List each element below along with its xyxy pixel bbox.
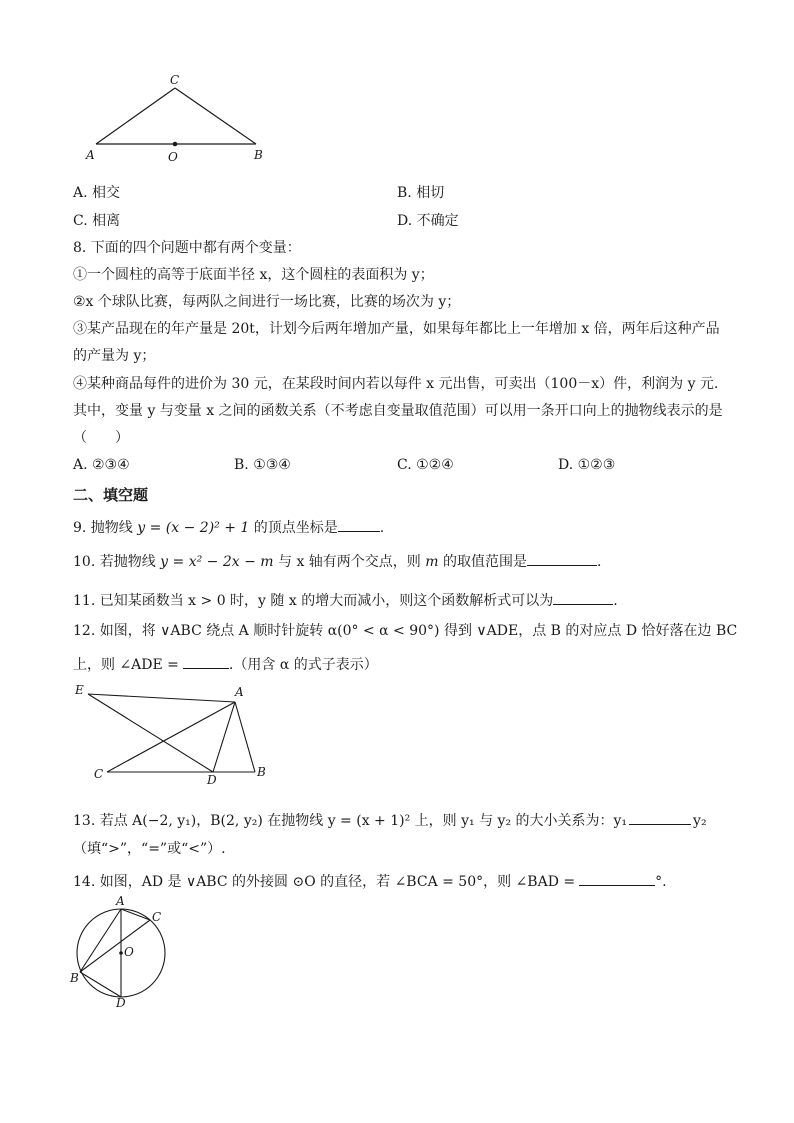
q10-var: m [425, 554, 439, 570]
label-o: O [168, 150, 178, 164]
q10-expr: y = x² − 2x − m [160, 554, 274, 570]
section-title-fill-blank: 二、填空题 [73, 486, 149, 504]
q11 [73, 590, 618, 610]
label-a: A [86, 148, 95, 162]
label-b: B [70, 971, 79, 985]
q8-item-1: ①一个圆柱的高等于底面半径 x，这个圆柱的表面积为 y； [73, 267, 434, 283]
q9-end: . [379, 520, 385, 536]
q12-line2-pre: 上，则 ∠ADE = [73, 657, 179, 673]
q13-answer-blank[interactable] [629, 810, 691, 825]
chord-ab [80, 909, 121, 972]
q14-pre: 14. 如图，AD 是 ∨ABC 的外接圆 ⊙O 的直径，若 ∠BCA = 50°，则 ∠BAD = [73, 874, 576, 890]
q13-line1-pre: 13. 若点 A(−2, y₁)，B(2, y₂) 在抛物线 y = (x + 1)² 上，则 y₁ 与 y₂ 的大小关系为：y₁ [73, 813, 628, 829]
q8-stem: 8. 下面的四个问题中都有两个变量： [73, 240, 301, 256]
label-e: E [75, 683, 84, 697]
segment-ed [88, 694, 213, 772]
label-c: C [170, 73, 180, 87]
q10 [73, 551, 601, 571]
chord-bd [80, 972, 121, 997]
q11-text: 11. 已知某函数当 x > 0 时，y 随 x 的增大而减小，则这个函数解析式可以为 [73, 593, 554, 609]
q9-expr: y = (x − 2)² + 1 [137, 520, 250, 536]
q13-line-1 [73, 810, 707, 830]
q8-item-3a: ③某产品现在的年产量是 20t，计划今后两年增加产量，如果每年都比上一年增加 x 倍，两年后这种产品 [73, 321, 720, 337]
q8-item-3b: 的产量为 y； [73, 348, 156, 364]
q14-answer-blank[interactable] [579, 871, 655, 886]
q9-answer-blank[interactable] [338, 517, 380, 532]
q10-post: 与 x 轴有两个交点，则 [273, 554, 426, 570]
label-a: A [235, 685, 244, 699]
label-a: A [116, 894, 125, 908]
side-cb [175, 88, 256, 144]
q8-paren: （ ） [73, 430, 129, 446]
q8-item-2: ②x 个球队比赛，每两队之间进行一场比赛，比赛的场次为 y； [73, 294, 461, 310]
q9-pre: 9. 抛物线 [73, 520, 138, 536]
q11-answer-blank[interactable] [553, 590, 613, 605]
figure-q7-triangle [80, 72, 280, 162]
segment-ab [235, 702, 255, 772]
q12-line-2 [73, 654, 378, 674]
q8-item-4: ④某种商品每件的进价为 30 元，在某段时间内若以每件 x 元出售，可卖出（100－x）件，利润为 y 元. [73, 376, 719, 392]
chord-ac [121, 909, 150, 920]
label-o: O [124, 945, 134, 959]
q8-conclusion: 其中，变量 y 与变量 x 之间的函数关系（不考虑自变量取值范围）可以用一条开口向上的抛物线表示的是 [73, 403, 723, 419]
q7-option-c: C. 相离 [73, 213, 121, 229]
q13-line1-post: y₂ [693, 813, 707, 829]
q9-post: 的顶点坐标是 [249, 520, 338, 536]
segment-ea [88, 694, 235, 702]
q10-pre: 10. 若抛物线 [73, 554, 161, 570]
q14-post: °. [655, 874, 667, 890]
figure-q12-rotation [75, 683, 285, 787]
q8-option-d: D. ①②③ [558, 457, 616, 473]
label-c: C [94, 767, 104, 781]
side-ac [96, 88, 175, 144]
q7-option-b: B. 相切 [397, 185, 445, 201]
q7-option-a: A. 相交 [73, 185, 121, 201]
point-o [173, 142, 178, 147]
q9 [73, 517, 384, 537]
q7-option-d: D. 不确定 [397, 213, 459, 229]
q8-option-a: A. ②③④ [73, 457, 130, 473]
label-c: C [152, 910, 162, 924]
figure-q14-circle [66, 893, 176, 1013]
q10-answer-blank[interactable] [527, 551, 597, 566]
q12-line-1: 12. 如图，将 ∨ABC 绕点 A 顺时针旋转 α(0° < α < 90°) 得到 ∨ADE，点 B 的对应点 D 恰好落在边 BC [73, 623, 738, 639]
label-d: D [116, 996, 126, 1010]
q8-option-b: B. ①③④ [234, 457, 291, 473]
label-d: D [207, 773, 217, 787]
q13-line-2: （填“>”，“=”或“<”）. [73, 841, 226, 857]
q12-answer-blank[interactable] [183, 654, 229, 669]
q10-post2: 的取值范围是 [438, 554, 527, 570]
q10-end: . [597, 554, 602, 570]
q11-end: . [613, 593, 618, 609]
q14 [73, 871, 667, 891]
chord-bc [80, 920, 150, 972]
label-b: B [257, 765, 266, 779]
label-b: B [254, 148, 263, 162]
q12-line2-post: .（用含 α 的式子表示） [228, 657, 378, 673]
q8-option-c: C. ①②④ [397, 457, 454, 473]
